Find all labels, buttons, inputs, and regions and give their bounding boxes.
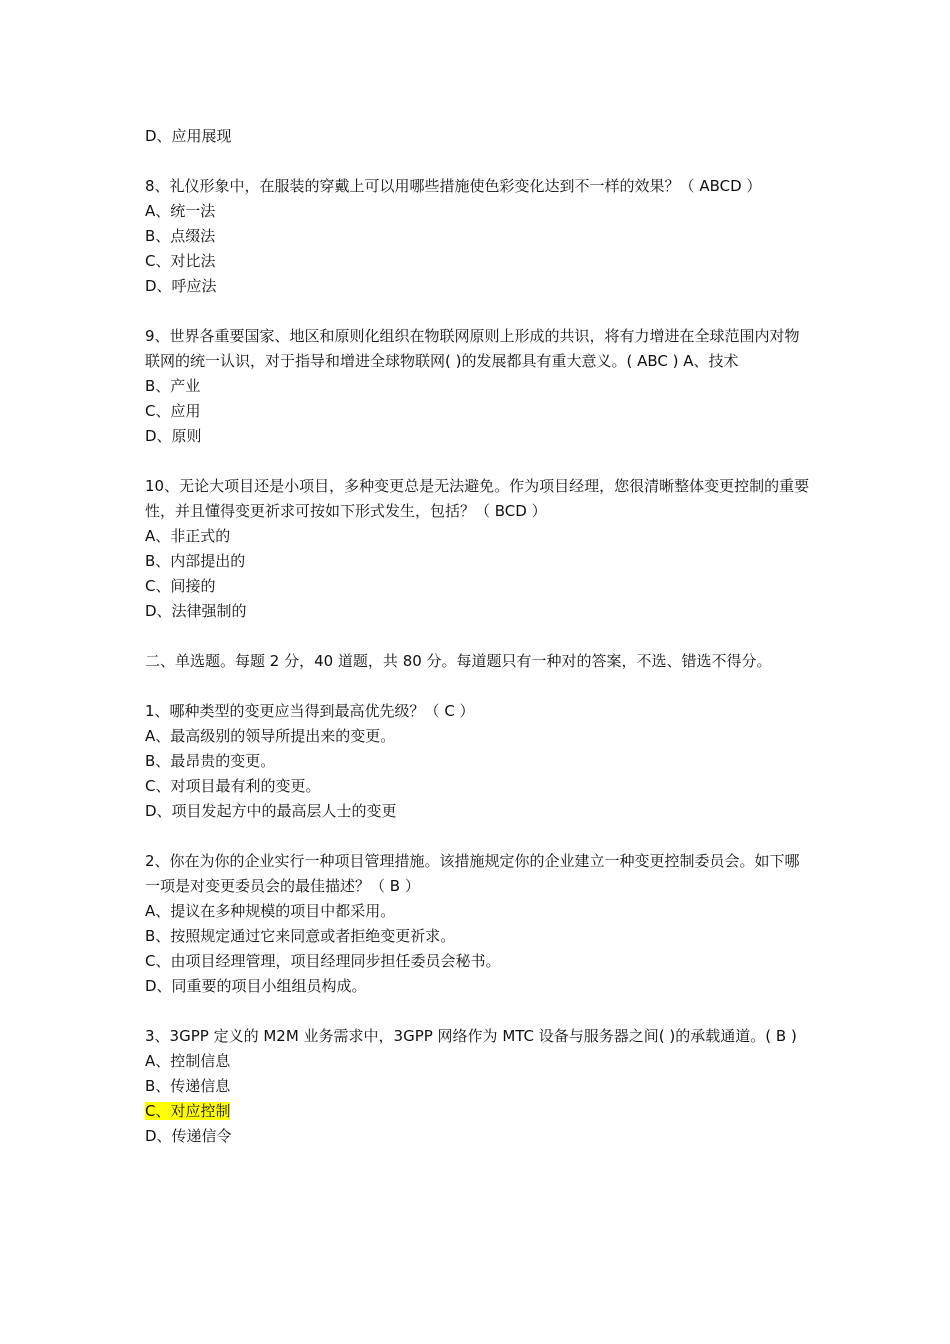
single-question-1-option-d: D、项目发起方中的最高层人士的变更 bbox=[145, 802, 397, 820]
paragraph-gap bbox=[145, 999, 810, 1024]
single-question-2-option-a: A、提议在多种规模的项目中都采用。 bbox=[145, 902, 396, 920]
question-9-option-b: B、产业 bbox=[145, 377, 201, 395]
question-10-option-a: A、非正式的 bbox=[145, 527, 231, 545]
question-8-option-b: B、点缀法 bbox=[145, 227, 216, 245]
single-question-1-option-c: C、对项目最有利的变更。 bbox=[145, 777, 321, 795]
question-10: 10、无论大项目还是小项目，多种变更总是无法避免。作为项目经理，您很清晰整体变更控制的重要性，并且懂得变更祈求可按如下形式发生，包括？（ BCD ） bbox=[145, 477, 810, 520]
question-9-option-d: D、原则 bbox=[145, 427, 202, 445]
option-d-q7: D、应用展现 bbox=[145, 127, 232, 145]
single-question-2-option-b: B、按照规定通过它来同意或者拒绝变更祈求。 bbox=[145, 927, 456, 945]
question-9-option-c: C、应用 bbox=[145, 402, 201, 420]
paragraph-gap bbox=[145, 449, 810, 474]
paragraph-gap bbox=[145, 674, 810, 699]
single-question-2: 2、你在为你的企业实行一种项目管理措施。该措施规定你的企业建立一种变更控制委员会。如下哪一项是对变更委员会的最佳描述？（ B ） bbox=[145, 852, 800, 895]
single-question-1-option-b: B、最昂贵的变更。 bbox=[145, 752, 276, 770]
single-question-3-option-a: A、控制信息 bbox=[145, 1052, 231, 1070]
single-question-3: 3、3GPP 定义的 M2M 业务需求中，3GPP 网络作为 MTC 设备与服务器之间( )的承载通道。( B ) bbox=[145, 1027, 797, 1045]
paragraph-gap bbox=[145, 149, 810, 174]
document-page bbox=[145, 124, 810, 1149]
highlighted-text: C、对应控制 bbox=[145, 1102, 231, 1120]
question-8-option-a: A、统一法 bbox=[145, 202, 216, 220]
question-10-option-b: B、内部提出的 bbox=[145, 552, 246, 570]
question-9: 9、世界各重要国家、地区和原则化组织在物联网原则上形成的共识，将有力增进在全球范围内对物联网的统一认识，对于指导和增进全球物联网( )的发展都具有重大意义。( ABC ) A、技术 bbox=[145, 327, 800, 370]
paragraph-gap bbox=[145, 299, 810, 324]
single-question-3-option-c bbox=[145, 1099, 810, 1124]
paragraph-gap bbox=[145, 624, 810, 649]
question-8-option-c: C、对比法 bbox=[145, 252, 216, 270]
section-heading-single-choice: 二、单选题。每题 2 分，40 道题，共 80 分。每道题只有一种对的答案，不选、错选不得分。 bbox=[145, 652, 772, 670]
single-question-2-option-c: C、由项目经理管理，项目经理同步担任委员会秘书。 bbox=[145, 952, 501, 970]
paragraph-gap bbox=[145, 824, 810, 849]
question-10-option-c: C、间接的 bbox=[145, 577, 216, 595]
question-8-option-d: D、呼应法 bbox=[145, 277, 217, 295]
single-question-3-option-d: D、传递信令 bbox=[145, 1127, 232, 1145]
question-8: 8、礼仪形象中，在服装的穿戴上可以用哪些措施使色彩变化达到不一样的效果？（ ABCD ） bbox=[145, 177, 762, 195]
single-question-2-option-d: D、同重要的项目小组组员构成。 bbox=[145, 977, 367, 995]
single-question-1: 1、哪种类型的变更应当得到最高优先级？（ C ） bbox=[145, 702, 475, 720]
question-10-option-d: D、法律强制的 bbox=[145, 602, 247, 620]
single-question-3-option-b: B、传递信息 bbox=[145, 1077, 231, 1095]
single-question-1-option-a: A、最高级别的领导所提出来的变更。 bbox=[145, 727, 396, 745]
